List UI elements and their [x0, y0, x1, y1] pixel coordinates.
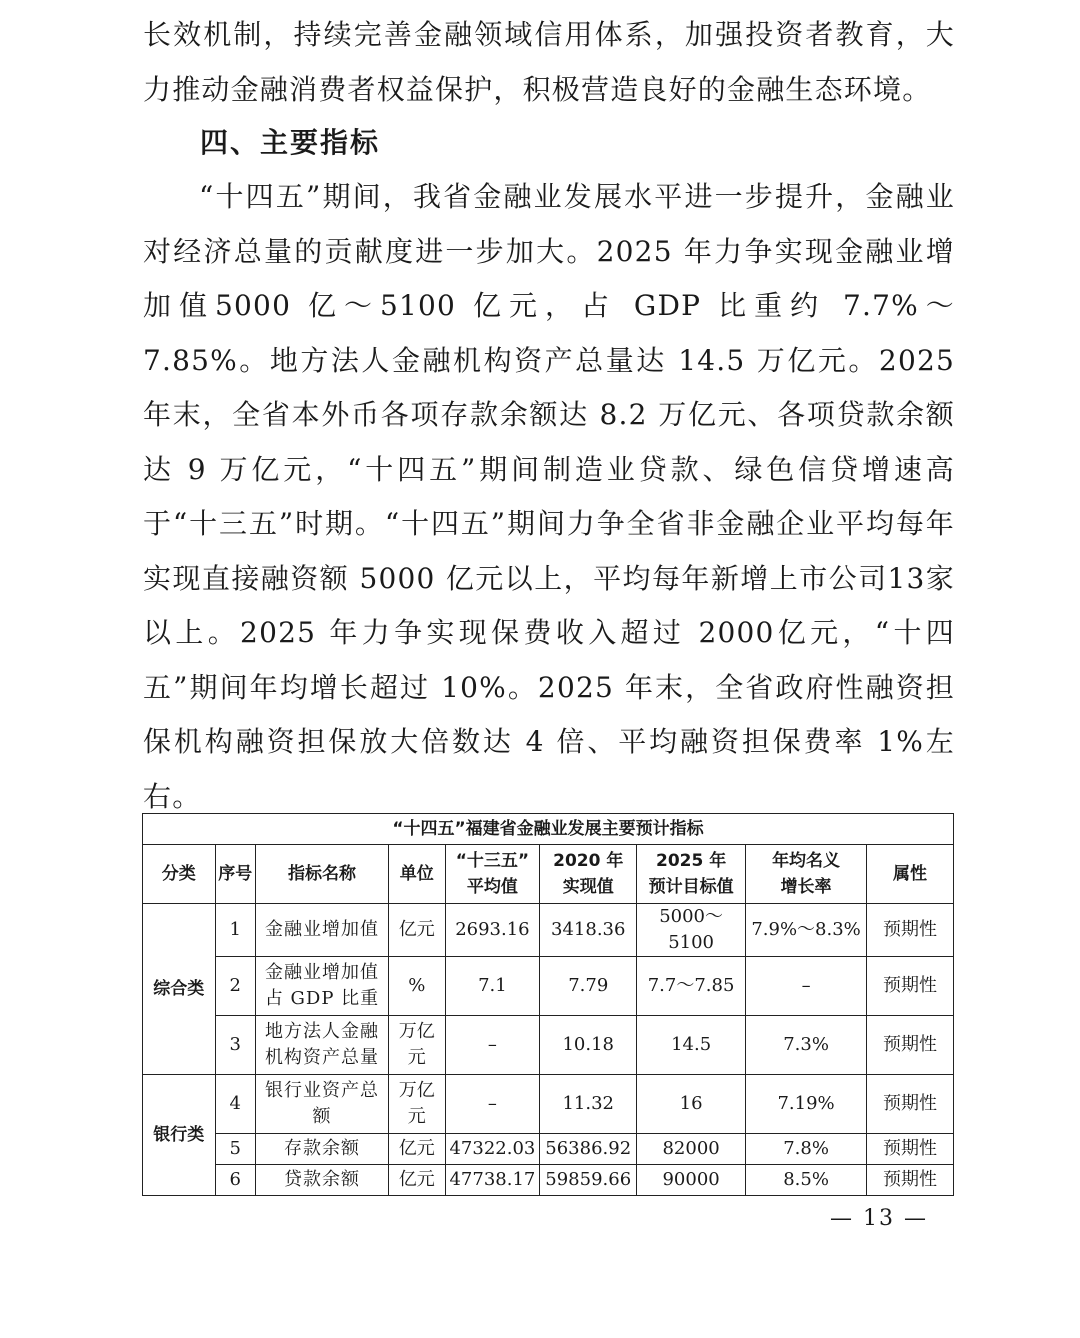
col-header-actual2020-line2: 实现值 — [562, 877, 614, 897]
table-row — [143, 1075, 954, 1134]
cell-actual2020: 7.79 — [540, 957, 637, 1016]
cell-target2025: 16 — [637, 1075, 746, 1134]
col-header-growth-line1: 年均名义 — [772, 851, 841, 871]
cell-attr: 预期性 — [867, 904, 954, 957]
table-caption: “十四五”福建省金融业发展主要预计指标 — [143, 814, 954, 845]
cell-avg135: 47322.03 — [445, 1134, 540, 1165]
cell-avg135: 7.1 — [445, 957, 540, 1016]
cell-no: 2 — [215, 957, 255, 1016]
cell-growth: 7.3% — [746, 1016, 867, 1075]
cell-attr: 预期性 — [867, 1165, 954, 1196]
cell-name: 贷款余额 — [255, 1165, 388, 1196]
col-header-category: 分类 — [143, 845, 216, 904]
cell-name: 银行业资产总额 — [255, 1075, 388, 1134]
col-header-avg135-line1: “十三五” — [455, 851, 530, 871]
cell-actual2020: 11.32 — [540, 1075, 637, 1134]
col-header-unit: 单位 — [389, 845, 445, 904]
cell-target2025: 90000 — [637, 1165, 746, 1196]
cell-actual2020: 56386.92 — [540, 1134, 637, 1165]
cell-avg135: 2693.16 — [445, 904, 540, 957]
col-header-growth — [746, 845, 867, 904]
cell-avg135: – — [445, 1075, 540, 1134]
table-header-row — [143, 845, 954, 904]
cell-no: 1 — [215, 904, 255, 957]
cell-avg135: 47738.17 — [445, 1165, 540, 1196]
cell-actual2020: 3418.36 — [540, 904, 637, 957]
col-header-target2025-line1: 2025 年 — [655, 851, 727, 871]
cell-target2025: 5000～5100 — [637, 904, 746, 957]
cell-avg135: – — [445, 1016, 540, 1075]
indicators-table — [142, 813, 954, 1196]
cell-actual2020: 10.18 — [540, 1016, 637, 1075]
table-row — [143, 1016, 954, 1075]
cell-unit: 亿元 — [389, 904, 445, 957]
cell-name: 存款余额 — [255, 1134, 388, 1165]
cell-target2025: 82000 — [637, 1134, 746, 1165]
cell-unit: 亿元 — [389, 1165, 445, 1196]
cell-no: 5 — [215, 1134, 255, 1165]
category-banking: 银行类 — [143, 1075, 216, 1196]
col-header-attr: 属性 — [867, 845, 954, 904]
cell-actual2020: 59859.66 — [540, 1165, 637, 1196]
body-paragraph-main: “十四五”期间，我省金融业发展水平进一步提升，金融业对经济总量的贡献度进一步加大。2025 年力争实现金融业增加值5000 亿～5100 亿元，占 GDP 比重约 7.7%～7.85%。地方法人金融机构资产总量达 14.5 万亿元。2025 年末，全省本外币各项存款余额达 8.2 万亿元、各项贷款余额达 9 万亿元，“十四五”期间制造业贷款、绿色信贷增速高于“十三五”时期。“十四五”期间力争全省非金融企业平均每年实现直接融资额 5000 亿元以上，平均每年新增上市公司13家以上。2025 年力争实现保费收入超过 2000亿元，“十四五”期间年均增长超过 10%。2025 年末，全省政府性融资担保机构融资担保放大倍数达 4 倍、平均融资担保费率 1%左右。 — [143, 180, 955, 813]
cell-no: 4 — [215, 1075, 255, 1134]
cell-name: 金融业增加值占 GDP 比重 — [255, 957, 388, 1016]
cell-unit: 万亿元 — [389, 1075, 445, 1134]
body-paragraph-top: 长效机制，持续完善金融领域信用体系，加强投资者教育，大力推动金融消费者权益保护，积极营造良好的金融生态环境。 — [143, 18, 955, 106]
cell-growth: 8.5% — [746, 1165, 867, 1196]
table-row — [143, 957, 954, 1016]
cell-attr: 预期性 — [867, 957, 954, 1016]
cell-name: 金融业增加值 — [255, 904, 388, 957]
cell-growth: 7.19% — [746, 1075, 867, 1134]
cell-growth: – — [746, 957, 867, 1016]
cell-target2025: 7.7～7.85 — [637, 957, 746, 1016]
col-header-target2025 — [637, 845, 746, 904]
cell-no: 3 — [215, 1016, 255, 1075]
section-heading: 四、主要指标 — [200, 126, 381, 159]
col-header-avg135-line2: 平均值 — [466, 877, 518, 897]
cell-unit: % — [389, 957, 445, 1016]
cell-attr: 预期性 — [867, 1134, 954, 1165]
col-header-actual2020 — [540, 845, 637, 904]
cell-name: 地方法人金融机构资产总量 — [255, 1016, 388, 1075]
category-composite: 综合类 — [143, 904, 216, 1075]
table-row — [143, 904, 954, 957]
cell-growth: 7.9%～8.3% — [746, 904, 867, 957]
cell-unit: 亿元 — [389, 1134, 445, 1165]
col-header-name: 指标名称 — [255, 845, 388, 904]
cell-attr: 预期性 — [867, 1016, 954, 1075]
cell-unit: 万亿元 — [389, 1016, 445, 1075]
col-header-actual2020-line1: 2020 年 — [553, 851, 624, 871]
cell-target2025: 14.5 — [637, 1016, 746, 1075]
cell-attr: 预期性 — [867, 1075, 954, 1134]
page-number: — 13 — — [830, 1206, 928, 1231]
col-header-growth-line2: 增长率 — [780, 877, 832, 897]
table-row — [143, 1134, 954, 1165]
col-header-target2025-line2: 预计目标值 — [648, 877, 734, 897]
cell-growth: 7.8% — [746, 1134, 867, 1165]
col-header-no: 序号 — [215, 845, 255, 904]
col-header-avg135 — [445, 845, 540, 904]
cell-no: 6 — [215, 1165, 255, 1196]
table-row — [143, 1165, 954, 1196]
